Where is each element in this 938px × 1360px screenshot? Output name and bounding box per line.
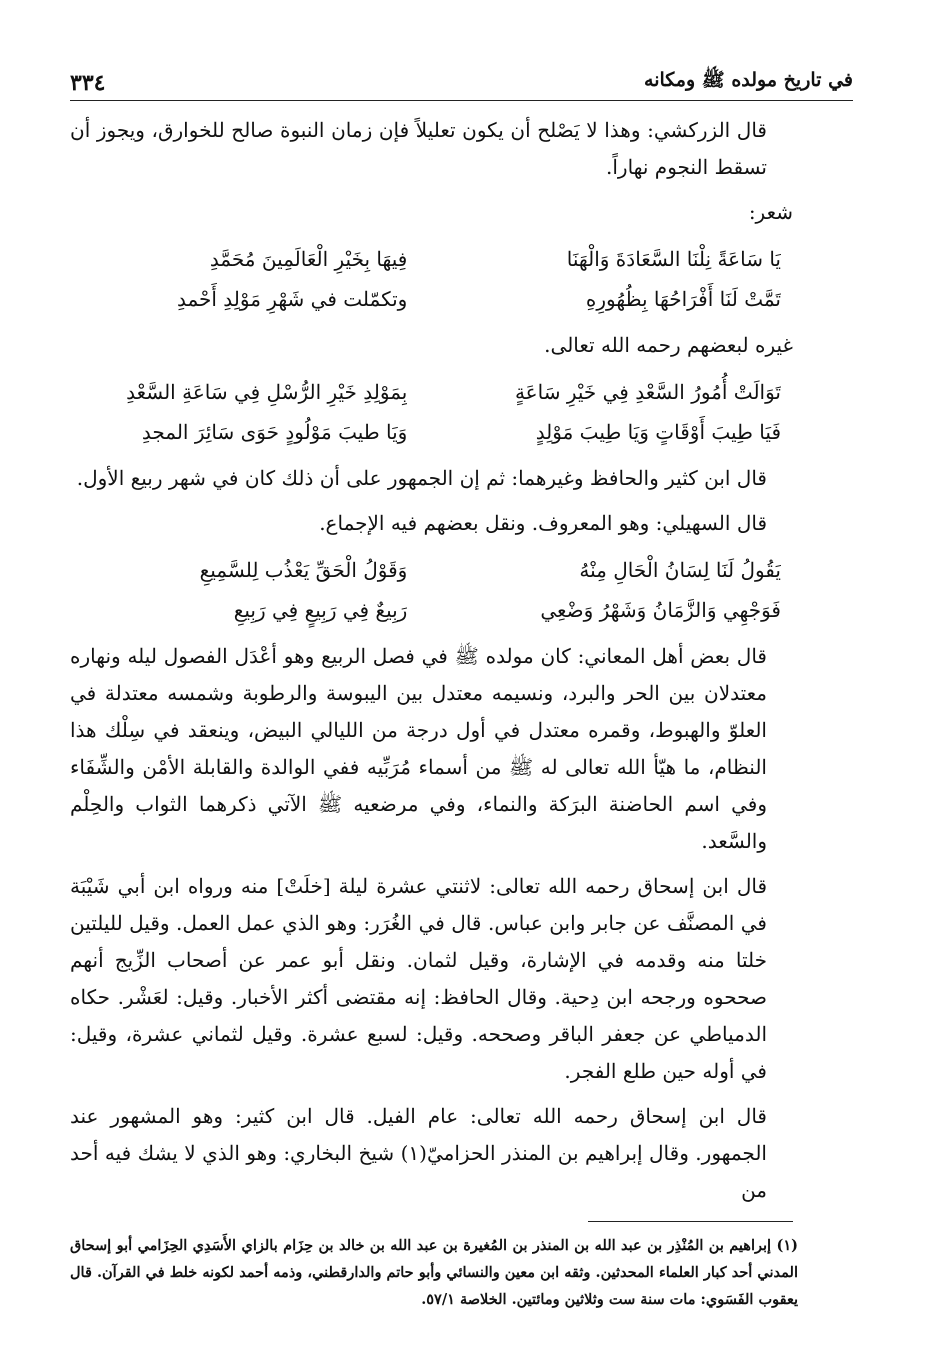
- verse-line: [70, 372, 793, 412]
- verse-hemistich-second: فِيهَا بِخَيْرِ الْعَالَمِينَ مُحَمَّدِ: [209, 247, 408, 271]
- paragraph-ahl-al-maani: قال بعض أهل المعاني: كان مولده ﷺ في فصل الربيع وهو أعْدَل الفصول ليله ونهاره معتدلان بين الحر والبرد، ونسيمه معتدل بين اليبوسة والرطوبة وشمسه معتدلة في العلوّ والهبوط، وقمره معتدل في أول درجة من الليالي البيض، وينعقد في سِلْك هذا النظام، ما هيّأ الله تعالى له ﷺ من أسماء مُرَبِّيه ففي الوالدة والقابلة الأمْن والشِّفَاء وفي اسم الحاضنة البرَكة والنماء، وفي مرضعيه ﷺ الآتي ذكرهما الثواب والحِلْم والسَّعد.: [70, 644, 767, 853]
- poem-1: [70, 239, 793, 319]
- page-number: ٣٣٤: [70, 70, 106, 96]
- verse-hemistich-second: وَقَوْلُ الْحَقِّ يَعْذُب لِلسَّمِيعِ: [199, 558, 408, 582]
- verse-hemistich-second: رَبِيعٌ فِي رَبِيعٍ فِي رَبِيعِ: [233, 598, 408, 622]
- verse-line: [70, 279, 793, 319]
- page-body: [70, 112, 793, 1217]
- footnote-1: (١) إبراهيم بن المُنْذِر بن عبد الله بن المنذر بن المُغيرة بن عبد الله بن خالد بن حِزَام بالزاي الأَسَدِي الحِزَامي أبو إسحاق المدني أحد كبار العلماء المحدثين. وثقه ابن معين والنسائي وأبو حاتم والدارقطني، وذمه أحمد لكونه خلط في القرآن. قال يعقوب الفَسَوي: مات سنة ست وثلاثين ومائتين. الخلاصة ٥٧/١.: [70, 1237, 798, 1308]
- verse-line: [70, 590, 793, 630]
- poem-2: [70, 372, 793, 452]
- paragraph-ibn-ishaq-year: قال ابن إسحاق رحمه الله تعالى: عام الفيل. قال ابن كثير: وهو المشهور عند الجمهور. وقال إبراهيم بن المنذر الحزاميّ(١) شيخ البخاري: وهو الذي لا يشك فيه أحد من: [70, 1104, 767, 1202]
- paragraph-ibn-ishaq-date: قال ابن إسحاق رحمه الله تعالى: لاثنتي عشرة ليلة [خلَتْ] منه ورواه ابن أبي شَيْبَة في المصنَّف عن جابر وابن عباس. قال في الغُرَر: وهو الذي عمل العمل. وقيل لليلتين خلتا منه وقدمه في الإشارة، وقيل لثمان. ونقل أبو عمر عن أصحاب الزِّيج أنهم صححوه ورجحه ابن دِحية. وقال الحافظ: إنه مقتضى أكثر الأخبار. وقيل: لعَشْر. حكاه الدمياطي عن جعفر الباقر وصححه. وقيل: لسبع عشرة. وقيل لثماني عشرة، وقيل: في أوله حين طلع الفجر.: [70, 874, 767, 1083]
- verse-line: [70, 412, 793, 452]
- paragraph-suhayli: قال السهيلي: وهو المعروف. ونقل بعضهم فيه الإجماع.: [319, 511, 767, 535]
- verse-line: [70, 550, 793, 590]
- paragraph-ibn-kathir: قال ابن كثير والحافظ وغيرهما: ثم إن الجمهور على أن ذلك كان في شهر ربيع الأول.: [76, 466, 767, 490]
- footnote-divider: [588, 1221, 793, 1222]
- verse-hemistich-first: فَيَا طِيبَ أَوْقَاتٍ وَيَا طِيبَ مَوْلِدٍ: [535, 420, 781, 444]
- verse-hemistich-second: وتكمّلت في شَهْرِ مَوْلِدِ أَحْمدِ: [176, 287, 408, 311]
- verse-hemistich-first: يَا سَاعَةً نِلْنَا السَّعَادَةَ وَالْهَنَا: [566, 247, 781, 271]
- footnotes: [70, 1232, 798, 1313]
- page-header: [70, 62, 853, 101]
- verse-hemistich-first: يَقُولُ لَنَا لِسَانُ الْحَالِ مِنْهُ: [579, 558, 781, 582]
- poem-label-2: غيره لبعضهم رحمه الله تعالى.: [544, 333, 793, 357]
- verse-hemistich-second: وَيَا طيبَ مَوْلُودٍ حَوَى سَائِرَ المجدِ: [141, 420, 408, 444]
- running-title: في تاريخ مولده ﷺ ومكانه: [644, 69, 853, 91]
- paragraph-zarkashi: قال الزركشي: وهذا لا يَصْلح أن يكون تعليلاً فإن زمان النبوة صالح للخوارق، ويجوز أن تسقط النجوم نهاراً.: [70, 118, 767, 179]
- verse-hemistich-first: تَوَالَتْ أُمُورُ السَّعْدِ فِي خَيْرِ سَاعَةٍ: [514, 380, 781, 404]
- verse-hemistich-first: تَمَّتْ لَنَا أَفْرَاحُهَا بِظُهُورِهِ: [585, 287, 781, 311]
- poem-label-1: شعر:: [748, 200, 793, 224]
- verse-line: [70, 239, 793, 279]
- verse-hemistich-second: بِمَوْلِدِ خَيْرِ الرُّسْلِ فِي سَاعَةِ السَّعْدِ: [126, 380, 408, 404]
- verse-hemistich-first: فَوَجْهِي وَالزَّمَانُ وَشَهْرُ وَضْعِي: [540, 598, 781, 622]
- poem-3: [70, 550, 793, 630]
